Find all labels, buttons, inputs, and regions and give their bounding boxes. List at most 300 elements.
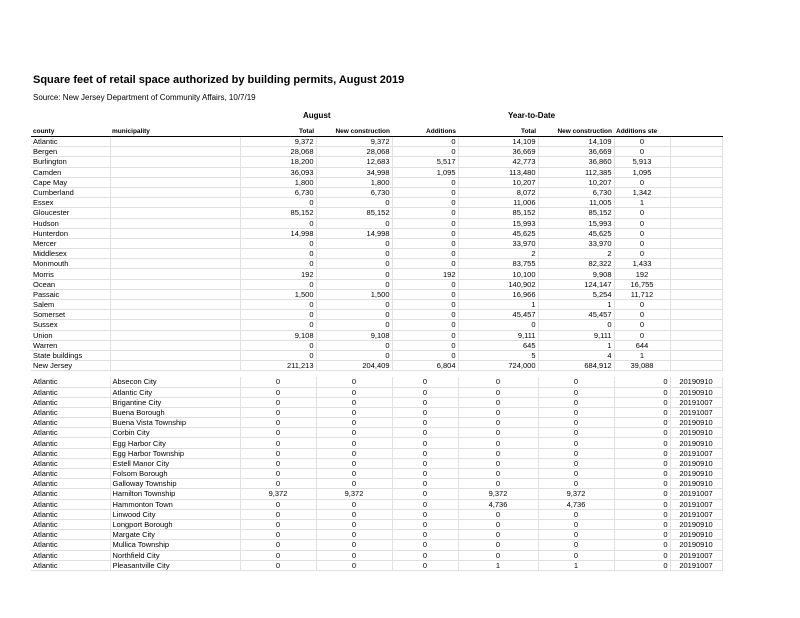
table-cell: 0 xyxy=(614,300,670,310)
municipality-row xyxy=(31,469,722,479)
county-row xyxy=(31,218,722,228)
table-cell: 0 xyxy=(240,407,316,417)
table-cell: 0 xyxy=(240,259,316,269)
table-cell: 4,736 xyxy=(538,499,614,509)
table-cell: 0 xyxy=(392,340,458,350)
county-row xyxy=(31,208,722,218)
table-cell xyxy=(670,330,722,340)
table-cell: 0 xyxy=(538,438,614,448)
table-cell: 0 xyxy=(538,387,614,397)
table-cell: 9,111 xyxy=(458,330,538,340)
county-row xyxy=(31,269,722,279)
table-cell: 20190910 xyxy=(670,377,722,387)
table-cell: 0 xyxy=(458,448,538,458)
table-cell: Essex xyxy=(31,198,110,208)
table-cell: Atlantic xyxy=(31,469,110,479)
table-cell: 0 xyxy=(240,550,316,560)
county-row xyxy=(31,340,722,350)
table-cell: 0 xyxy=(392,560,458,570)
table-cell: 0 xyxy=(458,519,538,529)
table-cell: 1 xyxy=(458,300,538,310)
table-cell: 0 xyxy=(240,350,316,360)
table-cell: 0 xyxy=(614,499,670,509)
table-cell xyxy=(670,361,722,371)
table-cell: 0 xyxy=(614,560,670,570)
table-cell: 15,993 xyxy=(458,218,538,228)
table-cell: 36,669 xyxy=(538,147,614,157)
table-cell: 0 xyxy=(316,418,392,428)
table-cell: 0 xyxy=(240,530,316,540)
table-cell xyxy=(110,269,240,279)
table-cell xyxy=(670,259,722,269)
table-cell: 14,998 xyxy=(240,228,316,238)
table-cell: Atlantic xyxy=(31,530,110,540)
table-cell: Camden xyxy=(31,167,110,177)
table-cell: 0 xyxy=(392,289,458,299)
table-cell: 42,773 xyxy=(458,157,538,167)
table-cell: New Jersey xyxy=(31,361,110,371)
municipality-row xyxy=(31,560,722,570)
table-cell: 36,093 xyxy=(240,167,316,177)
table-cell: 684,912 xyxy=(538,361,614,371)
table-cell: Cape May xyxy=(31,177,110,187)
table-cell: 0 xyxy=(614,218,670,228)
table-cell: 0 xyxy=(240,418,316,428)
table-cell: 0 xyxy=(240,448,316,458)
table-cell: 82,322 xyxy=(538,259,614,269)
table-cell: Corbin City xyxy=(110,428,240,438)
table-cell: 20190910 xyxy=(670,438,722,448)
table-cell: 0 xyxy=(316,407,392,417)
table-cell xyxy=(670,208,722,218)
municipality-row xyxy=(31,550,722,560)
table-cell: 140,902 xyxy=(458,279,538,289)
county-row xyxy=(31,187,722,197)
table-cell: Cumberland xyxy=(31,187,110,197)
table-cell: Hunterdon xyxy=(31,228,110,238)
table-cell: 0 xyxy=(240,249,316,259)
table-cell: 45,457 xyxy=(538,310,614,320)
table-cell: Atlantic xyxy=(31,377,110,387)
table-cell xyxy=(670,228,722,238)
table-cell xyxy=(670,157,722,167)
table-cell: Atlantic xyxy=(31,448,110,458)
table-cell: 0 xyxy=(538,397,614,407)
table-cell xyxy=(670,137,722,147)
table-cell: 0 xyxy=(392,208,458,218)
table-cell xyxy=(670,147,722,157)
table-cell: 0 xyxy=(316,469,392,479)
table-cell: 0 xyxy=(392,530,458,540)
county-row xyxy=(31,249,722,259)
table-cell: 0 xyxy=(240,387,316,397)
municipality-row xyxy=(31,418,722,428)
table-cell: 20190910 xyxy=(670,530,722,540)
table-cell: 20190910 xyxy=(670,519,722,529)
table-cell xyxy=(110,208,240,218)
table-cell: Monmouth xyxy=(31,259,110,269)
table-cell: 0 xyxy=(392,407,458,417)
table-cell: 0 xyxy=(458,458,538,468)
table-cell: Linwood City xyxy=(110,509,240,519)
table-cell: 644 xyxy=(614,340,670,350)
table-cell: 0 xyxy=(538,519,614,529)
municipality-row xyxy=(31,540,722,550)
table-cell: 0 xyxy=(316,269,392,279)
col-header-ytd-total: Total xyxy=(458,127,538,137)
table-cell: 0 xyxy=(392,438,458,448)
table-cell: 0 xyxy=(458,407,538,417)
table-cell: 14,109 xyxy=(458,137,538,147)
table-cell xyxy=(670,218,722,228)
table-cell: 20191007 xyxy=(670,397,722,407)
table-cell: 20190910 xyxy=(670,428,722,438)
table-cell: 0 xyxy=(240,560,316,570)
table-cell: 2 xyxy=(458,249,538,259)
table-cell: Atlantic xyxy=(31,489,110,499)
table-cell xyxy=(110,167,240,177)
table-cell: Bergen xyxy=(31,147,110,157)
table-cell: 10,207 xyxy=(538,177,614,187)
county-row xyxy=(31,198,722,208)
table-cell: 5 xyxy=(458,350,538,360)
table-cell: 85,152 xyxy=(316,208,392,218)
table-cell: 0 xyxy=(538,320,614,330)
table-cell: 0 xyxy=(538,407,614,417)
table-cell: 0 xyxy=(240,320,316,330)
table-cell: 0 xyxy=(614,310,670,320)
table-cell: 1,800 xyxy=(316,177,392,187)
table-cell: 112,385 xyxy=(538,167,614,177)
table-cell: 0 xyxy=(240,238,316,248)
table-cell: 0 xyxy=(392,469,458,479)
table-cell xyxy=(670,279,722,289)
table-cell: Atlantic xyxy=(31,479,110,489)
table-cell: 0 xyxy=(240,479,316,489)
table-cell: 0 xyxy=(392,428,458,438)
table-cell: 0 xyxy=(392,377,458,387)
municipality-row xyxy=(31,387,722,397)
table-cell: 0 xyxy=(614,407,670,417)
county-row xyxy=(31,300,722,310)
table-cell: 0 xyxy=(240,469,316,479)
table-cell: 0 xyxy=(392,310,458,320)
col-header-ytd-new: New construction xyxy=(538,127,614,137)
table-cell: 0 xyxy=(240,218,316,228)
table-cell xyxy=(670,310,722,320)
table-cell: State buildings xyxy=(31,350,110,360)
table-cell: Atlantic xyxy=(31,499,110,509)
table-cell: Atlantic xyxy=(31,428,110,438)
municipality-row xyxy=(31,438,722,448)
table-cell: 0 xyxy=(392,350,458,360)
table-cell: 1 xyxy=(614,350,670,360)
table-cell: 0 xyxy=(316,259,392,269)
table-cell: Egg Harbor Township xyxy=(110,448,240,458)
table-cell: 0 xyxy=(316,499,392,509)
table-cell xyxy=(110,300,240,310)
municipality-row xyxy=(31,530,722,540)
table-cell: 20191007 xyxy=(670,489,722,499)
table-cell xyxy=(670,350,722,360)
table-cell: 9,372 xyxy=(316,489,392,499)
table-cell: 4 xyxy=(538,350,614,360)
table-cell: 0 xyxy=(392,519,458,529)
permits-table xyxy=(31,127,723,571)
table-cell: 0 xyxy=(614,147,670,157)
table-cell: 192 xyxy=(392,269,458,279)
table-cell: 0 xyxy=(458,509,538,519)
table-cell: 39,088 xyxy=(614,361,670,371)
table-cell: 0 xyxy=(458,418,538,428)
table-cell: Margate City xyxy=(110,530,240,540)
table-cell: 0 xyxy=(614,479,670,489)
table-cell: 1 xyxy=(538,560,614,570)
table-cell: 6,804 xyxy=(392,361,458,371)
table-cell xyxy=(110,289,240,299)
table-cell: 0 xyxy=(614,540,670,550)
table-cell: 113,480 xyxy=(458,167,538,177)
table-cell: 0 xyxy=(392,137,458,147)
table-cell: 0 xyxy=(316,350,392,360)
table-cell: 20190910 xyxy=(670,540,722,550)
table-cell: 0 xyxy=(392,550,458,560)
table-cell: 0 xyxy=(538,377,614,387)
table-cell xyxy=(670,289,722,299)
table-cell: 0 xyxy=(316,509,392,519)
table-cell: 0 xyxy=(392,479,458,489)
county-row xyxy=(31,350,722,360)
table-cell: 85,152 xyxy=(458,208,538,218)
table-cell: Hamilton Township xyxy=(110,489,240,499)
table-cell: 0 xyxy=(240,438,316,448)
table-cell: 0 xyxy=(316,320,392,330)
table-cell: 0 xyxy=(538,448,614,458)
table-cell: 0 xyxy=(316,238,392,248)
table-cell: 20191007 xyxy=(670,407,722,417)
table-cell: 85,152 xyxy=(240,208,316,218)
table-cell: 0 xyxy=(614,519,670,529)
table-cell: 0 xyxy=(614,458,670,468)
table-cell: 20191007 xyxy=(670,560,722,570)
ytd-group-header: Year-to-Date xyxy=(508,111,556,120)
table-cell: 0 xyxy=(240,458,316,468)
table-cell xyxy=(110,340,240,350)
table-cell: 45,457 xyxy=(458,310,538,320)
table-cell: Atlantic xyxy=(31,418,110,428)
table-cell: 0 xyxy=(392,177,458,187)
table-cell: 0 xyxy=(458,550,538,560)
table-cell: Egg Harbor City xyxy=(110,438,240,448)
table-cell xyxy=(110,320,240,330)
table-cell: 0 xyxy=(240,377,316,387)
table-cell: 0 xyxy=(458,387,538,397)
table-cell: 0 xyxy=(240,499,316,509)
table-cell: 0 xyxy=(614,320,670,330)
municipality-row xyxy=(31,489,722,499)
table-cell: 0 xyxy=(458,530,538,540)
table-cell: 0 xyxy=(392,228,458,238)
table-cell: 0 xyxy=(316,249,392,259)
table-cell: Atlantic City xyxy=(110,387,240,397)
table-cell: Ocean xyxy=(31,279,110,289)
table-cell: 20190910 xyxy=(670,469,722,479)
table-cell: 0 xyxy=(316,218,392,228)
table-cell xyxy=(110,187,240,197)
table-cell: Buena Vista Township xyxy=(110,418,240,428)
table-cell: 1,500 xyxy=(316,289,392,299)
table-cell: 0 xyxy=(316,530,392,540)
municipality-row xyxy=(31,397,722,407)
county-row xyxy=(31,330,722,340)
municipality-row xyxy=(31,428,722,438)
county-row xyxy=(31,289,722,299)
table-cell: 1 xyxy=(538,300,614,310)
table-cell: 0 xyxy=(538,469,614,479)
table-cell: Atlantic xyxy=(31,407,110,417)
table-cell xyxy=(670,167,722,177)
table-cell: 0 xyxy=(316,279,392,289)
county-row xyxy=(31,167,722,177)
table-cell: 0 xyxy=(614,249,670,259)
table-cell: 0 xyxy=(316,428,392,438)
table-cell: Northfield City xyxy=(110,550,240,560)
table-cell: 28,068 xyxy=(240,147,316,157)
table-cell: 36,860 xyxy=(538,157,614,167)
table-cell: 9,111 xyxy=(538,330,614,340)
table-cell: 0 xyxy=(392,279,458,289)
table-cell: 36,669 xyxy=(458,147,538,157)
table-cell: 0 xyxy=(240,310,316,320)
table-cell: 1,095 xyxy=(614,167,670,177)
table-cell: 1 xyxy=(538,340,614,350)
county-row xyxy=(31,259,722,269)
table-cell: Longport Borough xyxy=(110,519,240,529)
table-cell: 0 xyxy=(240,279,316,289)
table-cell: 0 xyxy=(316,397,392,407)
table-cell: 20191007 xyxy=(670,550,722,560)
table-cell: 6,730 xyxy=(240,187,316,197)
table-cell: 0 xyxy=(316,198,392,208)
municipality-row xyxy=(31,479,722,489)
table-cell xyxy=(670,187,722,197)
table-cell: 0 xyxy=(614,418,670,428)
table-cell: 16,966 xyxy=(458,289,538,299)
county-row xyxy=(31,137,722,147)
table-cell: Estell Manor City xyxy=(110,458,240,468)
table-cell: 0 xyxy=(614,238,670,248)
table-cell xyxy=(670,198,722,208)
table-cell: 14,998 xyxy=(316,228,392,238)
table-cell: 6,730 xyxy=(316,187,392,197)
table-cell: 0 xyxy=(316,540,392,550)
table-cell: 192 xyxy=(614,269,670,279)
table-cell xyxy=(110,249,240,259)
table-cell: 0 xyxy=(240,509,316,519)
table-cell: 0 xyxy=(316,448,392,458)
table-cell: 0 xyxy=(538,428,614,438)
table-cell xyxy=(110,361,240,371)
table-cell: 5,254 xyxy=(538,289,614,299)
table-cell: 0 xyxy=(458,469,538,479)
table-cell: 0 xyxy=(614,550,670,560)
table-cell: 0 xyxy=(240,519,316,529)
table-cell: 12,683 xyxy=(316,157,392,167)
table-cell: Mercer xyxy=(31,238,110,248)
table-cell: 16,755 xyxy=(614,279,670,289)
table-cell: 0 xyxy=(316,387,392,397)
table-cell: 0 xyxy=(316,300,392,310)
table-cell: 45,625 xyxy=(538,228,614,238)
county-row xyxy=(31,310,722,320)
table-cell: 45,625 xyxy=(458,228,538,238)
table-cell: 1,095 xyxy=(392,167,458,177)
col-header-municipality: municipality xyxy=(110,127,240,137)
table-cell: 0 xyxy=(392,218,458,228)
county-row xyxy=(31,177,722,187)
table-cell: 0 xyxy=(392,448,458,458)
table-cell xyxy=(110,350,240,360)
table-cell: 0 xyxy=(392,147,458,157)
table-cell: 20190910 xyxy=(670,418,722,428)
table-cell: 11,712 xyxy=(614,289,670,299)
table-cell: 0 xyxy=(392,458,458,468)
county-row xyxy=(31,279,722,289)
table-cell: 20191007 xyxy=(670,499,722,509)
county-row xyxy=(31,228,722,238)
table-cell: 0 xyxy=(392,489,458,499)
table-cell: Hudson xyxy=(31,218,110,228)
table-cell: 9,372 xyxy=(240,137,316,147)
table-cell: 0 xyxy=(240,340,316,350)
table-cell: 0 xyxy=(316,340,392,350)
table-cell: Passaic xyxy=(31,289,110,299)
table-cell xyxy=(110,228,240,238)
table-cell xyxy=(110,157,240,167)
table-cell: 124,147 xyxy=(538,279,614,289)
table-cell: 0 xyxy=(316,550,392,560)
table-cell: 0 xyxy=(458,397,538,407)
table-cell: 85,152 xyxy=(538,208,614,218)
table-cell: 9,908 xyxy=(538,269,614,279)
table-cell: Warren xyxy=(31,340,110,350)
table-cell: Sussex xyxy=(31,320,110,330)
table-cell xyxy=(670,340,722,350)
table-cell: 0 xyxy=(614,509,670,519)
table-cell: Atlantic xyxy=(31,540,110,550)
table-cell: 0 xyxy=(614,438,670,448)
municipality-row xyxy=(31,407,722,417)
table-cell: 0 xyxy=(392,418,458,428)
table-cell: 9,108 xyxy=(316,330,392,340)
table-cell: 9,108 xyxy=(240,330,316,340)
municipality-row xyxy=(31,448,722,458)
table-cell: Atlantic xyxy=(31,137,110,147)
table-cell: 0 xyxy=(614,137,670,147)
table-cell: 0 xyxy=(392,300,458,310)
table-cell: 33,970 xyxy=(458,238,538,248)
table-cell: 0 xyxy=(316,438,392,448)
table-cell xyxy=(670,177,722,187)
table-cell: 6,730 xyxy=(538,187,614,197)
table-cell xyxy=(110,238,240,248)
table-cell: 0 xyxy=(316,310,392,320)
table-cell xyxy=(670,249,722,259)
table-cell: 0 xyxy=(614,448,670,458)
table-cell: 9,372 xyxy=(458,489,538,499)
table-cell: 0 xyxy=(240,428,316,438)
table-cell: Somerset xyxy=(31,310,110,320)
